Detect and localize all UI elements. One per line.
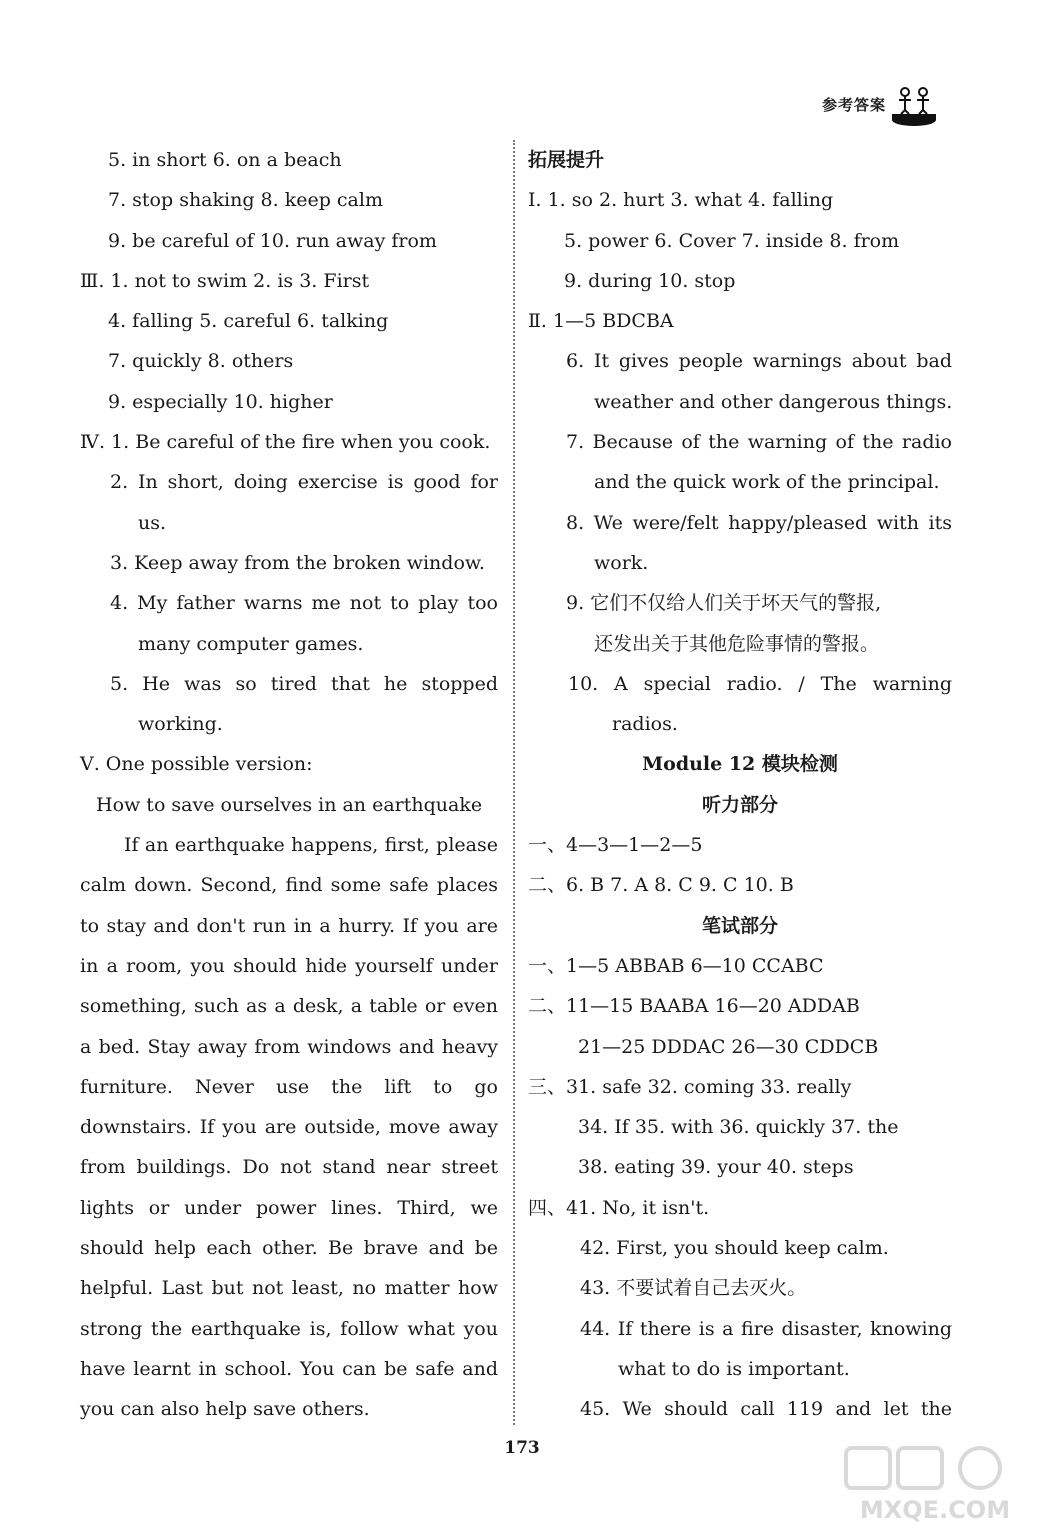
right-column-line: 二、6. B 7. A 8. C 9. C 10. B	[528, 874, 794, 897]
right-column-line: 42. First, you should keep calm.	[580, 1237, 889, 1260]
left-column-line: have learnt in school. You can be safe and	[80, 1357, 498, 1380]
left-column-line: downstairs. If you are outside, move away	[80, 1116, 498, 1139]
left-column-line: many computer games.	[138, 632, 364, 655]
left-column-line: If an earthquake happens, first, please	[124, 834, 498, 857]
right-column-line: Ⅱ. 1—5 BDCBA	[528, 310, 674, 333]
right-column-line: radios.	[612, 713, 678, 736]
page-number: 173	[504, 1438, 540, 1458]
left-column-line: 7. stop shaking 8. keep calm	[108, 189, 383, 212]
right-column-line: 44. If there is a fire disaster, knowing	[580, 1317, 952, 1340]
left-column-line: working.	[138, 713, 223, 736]
right-column-line: 5. power 6. Cover 7. inside 8. from	[564, 229, 900, 252]
reading-people-logo-icon	[890, 80, 938, 128]
header-label: 参考答案	[822, 96, 887, 114]
left-column-line: something, such as a desk, a table or even	[80, 995, 498, 1018]
left-column-line: calm down. Second, find some safe places	[80, 874, 498, 897]
right-column-line: 38. eating 39. your 40. steps	[578, 1156, 854, 1179]
right-column-line: Module 12 模块检测	[642, 753, 838, 776]
right-column-line: and the quick work of the principal.	[594, 471, 940, 494]
left-column-line: helpful. Last but not least, no matter how	[80, 1277, 498, 1300]
left-column-line: should help each other. Be brave and be	[80, 1237, 498, 1260]
left-column-line: Ⅳ. 1. Be careful of the fire when you cook.	[80, 431, 491, 454]
right-column-line: 8. We were/felt happy/pleased with its	[566, 511, 952, 534]
right-column-line: weather and other dangerous things.	[594, 390, 953, 413]
left-column-line: 5. He was so tired that he stopped	[110, 672, 498, 695]
left-column-line: 9. especially 10. higher	[108, 390, 333, 413]
right-column-line: 笔试部分	[701, 914, 778, 937]
right-column-line: 9. during 10. stop	[564, 269, 736, 292]
right-column-line: 10. A special radio. / The warning	[568, 672, 952, 695]
right-column-line: 拓展提升	[528, 149, 605, 171]
column-divider	[513, 140, 515, 1425]
right-column-line: 听力部分	[701, 793, 778, 816]
left-column-line: Ⅴ. One possible version:	[80, 753, 313, 776]
left-column-line: lights or under power lines. Third, we	[80, 1196, 498, 1219]
left-column-line: 4. My father warns me not to play too	[110, 592, 498, 615]
right-column-line: 43. 不要试着自己去灭火。	[580, 1277, 807, 1300]
right-column-line: 34. If 35. with 36. quickly 37. the	[578, 1116, 899, 1139]
right-column	[528, 140, 952, 1430]
left-column	[80, 140, 498, 1430]
left-column-line: 7. quickly 8. others	[108, 350, 294, 373]
left-column-line: from buildings. Do not stand near street	[80, 1156, 498, 1179]
watermark-text: MXQE.COM	[859, 1496, 1011, 1524]
left-column-line: a bed. Stay away from windows and heavy	[80, 1035, 498, 1058]
left-column-line: 5. in short 6. on a beach	[108, 149, 342, 171]
right-column-line: 二、11—15 BAABA 16—20 ADDAB	[528, 995, 860, 1018]
left-column-line: Ⅲ. 1. not to swim 2. is 3. First	[80, 269, 370, 292]
left-column-line: us.	[138, 511, 167, 534]
right-column-line: 6. It gives people warnings about bad	[566, 350, 952, 373]
left-column-line: 3. Keep away from the broken window.	[110, 551, 485, 574]
left-column-line: How to save ourselves in an earthquake	[96, 793, 483, 816]
right-column-line: 三、31. safe 32. coming 33. really	[528, 1075, 852, 1098]
left-column-line: to stay and don't run in a hurry. If you are	[80, 914, 498, 937]
right-column-line: 45. We should call 119 and let the	[580, 1398, 952, 1421]
right-column-line: 一、4—3—1—2—5	[528, 834, 703, 857]
left-column-line: 9. be careful of 10. run away from	[108, 229, 437, 252]
right-column-line: 7. Because of the warning of the radio	[566, 431, 952, 454]
right-column-line: 21—25 DDDAC 26—30 CDDCB	[578, 1035, 879, 1058]
left-column-line: 4. falling 5. careful 6. talking	[108, 310, 389, 333]
right-column-line: 9. 它们不仅给人们关于坏天气的警报,	[566, 592, 882, 615]
right-column-line: Ⅰ. 1. so 2. hurt 3. what 4. falling	[528, 189, 834, 212]
right-column-line: work.	[594, 551, 649, 574]
right-column-line: 一、1—5 ABBAB 6—10 CCABC	[528, 954, 824, 977]
left-column-line: 2. In short, doing exercise is good for	[110, 471, 498, 494]
right-column-line: 四、41. No, it isn't.	[528, 1196, 710, 1219]
watermark-logo-icon	[840, 1444, 1030, 1526]
left-column-line: strong the earthquake is, follow what you	[80, 1317, 498, 1340]
left-column-line: in a room, you should hide yourself under	[80, 954, 498, 977]
right-column-line: 还发出关于其他危险事情的警报。	[594, 632, 880, 655]
right-column-line: what to do is important.	[618, 1357, 850, 1380]
left-column-line: you can also help save others.	[80, 1398, 370, 1421]
left-column-line: furniture. Never use the lift to go	[80, 1075, 498, 1098]
